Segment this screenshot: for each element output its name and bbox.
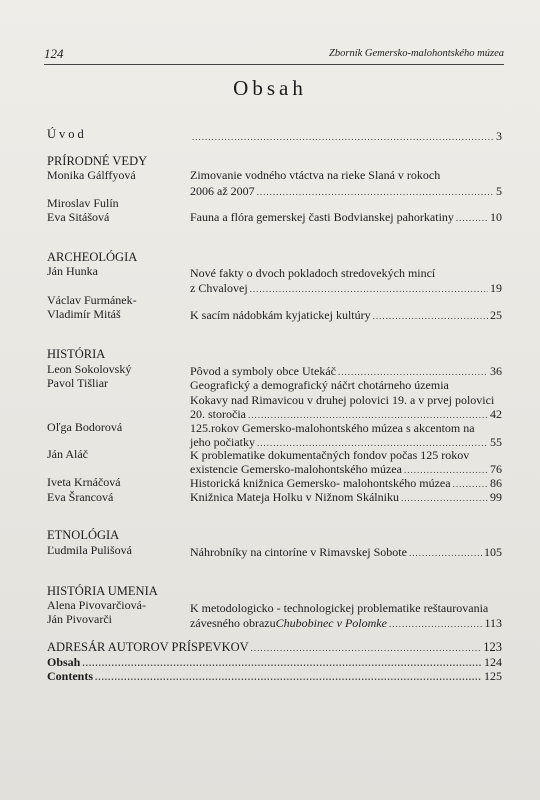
entry-page: 55 (490, 435, 502, 449)
author: Iveta Krnáčová (47, 475, 121, 489)
entry-leader: Historická knižnica Gemersko- malohontského múzea ..... 86 (190, 476, 502, 490)
author: Oľga Bodorová (47, 420, 123, 434)
entry-page: 25 (490, 308, 502, 322)
author: Miroslav Fulín (47, 196, 119, 210)
section-heading-historia-umenia: HISTÓRIA UMENIA (47, 584, 158, 598)
entry-page: 99 (490, 490, 502, 504)
section-heading-archeologia: ARCHEOLÓGIA (47, 250, 138, 264)
author: Ľudmila Pulišová (47, 543, 132, 557)
entry-title: Zimovanie vodného vtáctva na rieke Slaná v rokoch (190, 168, 441, 182)
entry-page: 42 (490, 407, 502, 421)
entry-title: 125.rokov Gemersko-malohontského múzea s akcentom na (190, 421, 475, 435)
section-heading-prirodne-vedy: PRÍRODNÉ VEDY (47, 154, 148, 168)
entry-leader: existencie Gemersko-malohontského múzea ..... 76 (190, 462, 502, 476)
entry-page: 113 (484, 616, 502, 630)
entry-page: 76 (490, 462, 502, 476)
intro-page: 3 (496, 129, 502, 143)
obsah-label: Obsah (47, 655, 81, 669)
entry-leader: Fauna a flóra gemerskej časti Bodvianskej pahorkatiny ..... 10 (190, 210, 502, 224)
entry-page: 5 (496, 184, 502, 198)
entry-title: Kokavy nad Rimavicou v druhej polovici 19. a v prvej polovici (190, 393, 495, 407)
entry-leader: Náhrobníky na cintoríne v Rimavskej Sobote ..... 105 (190, 545, 502, 559)
intro-entry (190, 129, 502, 143)
entry-page: 125 (484, 669, 502, 683)
author: Ján Aláč (47, 447, 88, 461)
section-heading-historia: HISTÓRIA (47, 347, 106, 361)
entry-title: K metodologicko - technologickej problematike reštaurovania (190, 601, 489, 615)
entry-page: 86 (490, 476, 502, 490)
entry-leader: Knižnica Mateja Holku v Nižnom Skálniku ..... 99 (190, 490, 502, 504)
intro-label: Úvod (47, 127, 87, 141)
entry-title: Geografický a demografický náčrt chotárneho územia (190, 378, 449, 392)
adresar-label: ADRESÁR AUTOROV PRÍSPEVKOV (47, 640, 249, 654)
entry-page: 124 (484, 655, 502, 669)
journal-title: Zborník Gemersko-malohontského múzea (329, 48, 504, 59)
entry-page: 36 (490, 364, 502, 378)
entry-title: K problematike dokumentačných fondov počas 125 rokov (190, 448, 470, 462)
author: Monika Gálffyová (47, 168, 136, 182)
entry-page: 105 (484, 545, 502, 559)
author: Eva Šrancová (47, 490, 114, 504)
author: Václav Furmánek- (47, 293, 137, 307)
entry-leader: Pôvod a symboly obce Utekáč ..... 36 (190, 364, 502, 378)
obsah-entry (47, 655, 502, 669)
page-number: 124 (44, 46, 64, 61)
entry-leader: závesného obrazu Chubobinec v Polomke ..... 113 (190, 616, 502, 630)
entry-page: 19 (490, 281, 502, 295)
running-header (44, 46, 504, 65)
author: Eva Sitášová (47, 210, 110, 224)
entry-page: 123 (483, 640, 502, 654)
contents-label: Contents (47, 669, 94, 683)
author: Vladimír Mitáš (47, 307, 121, 321)
adresar-entry (47, 640, 502, 654)
section-heading-etnologia: ETNOLÓGIA (47, 528, 120, 542)
author: Leon Sokolovský (47, 362, 132, 376)
entry-leader: K sacím nádobkám kyjatickej kultúry ..... 25 (190, 308, 502, 322)
author: Alena Pivovarčiová- (47, 598, 146, 612)
author: Pavol Tišliar (47, 376, 109, 390)
entry-leader: z Chvalovej ..... 19 (190, 281, 502, 295)
entry-leader: 2006 až 2007 ..... 5 (190, 184, 502, 198)
entry-title: Nové fakty o dvoch pokladoch stredovekých mincí (190, 266, 436, 280)
page-title: Obsah (233, 76, 307, 100)
contents-entry (47, 669, 502, 683)
author: Ján Pivovarči (47, 612, 112, 626)
entry-page: 10 (490, 210, 502, 224)
author: Ján Hunka (47, 264, 98, 278)
entry-leader: 20. storočia ..... 42 (190, 407, 502, 421)
entry-leader: jeho počiatky ..... 55 (190, 435, 502, 449)
